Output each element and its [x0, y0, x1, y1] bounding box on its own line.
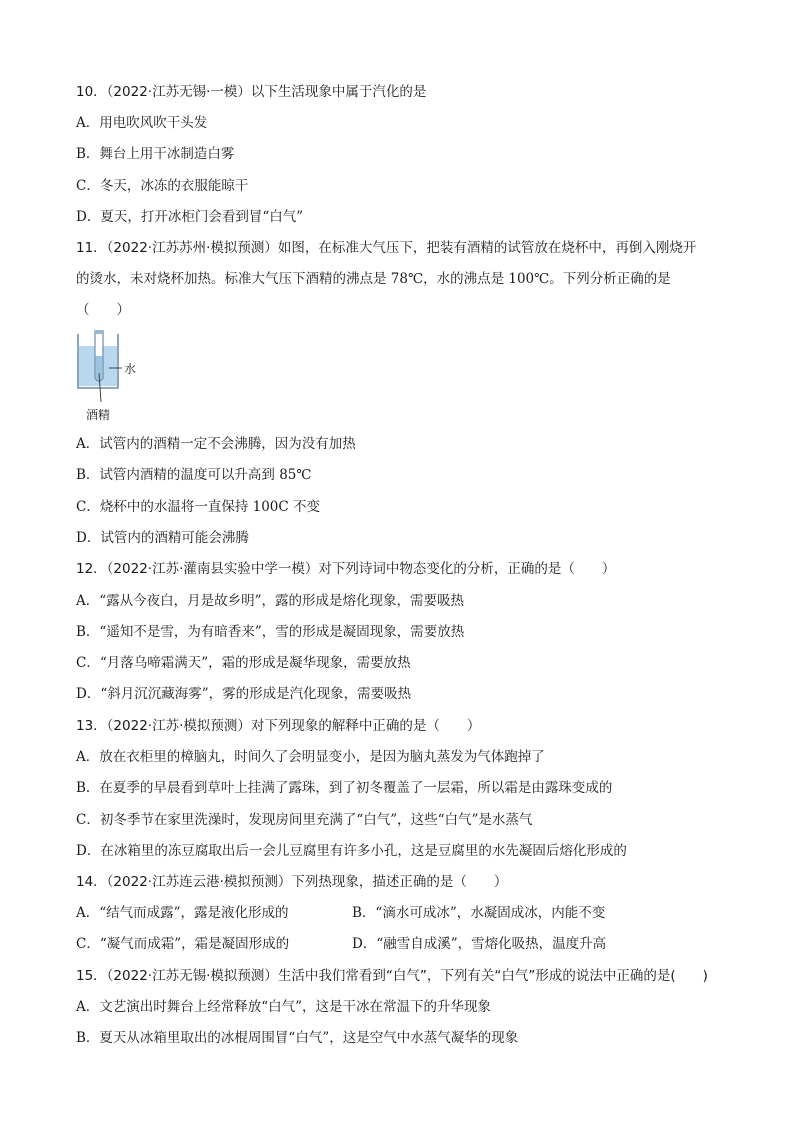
q11-option-b: B．试管内酒精的温度可以升高到 85℃ [76, 467, 312, 483]
q14-option-b: B．“滴水可成冰”，水凝固成冰，内能不变 [352, 905, 606, 921]
q13-stem: 13．（2022·江苏·模拟预测）对下列现象的解释中正确的是（ ） [76, 718, 481, 734]
q11-option-d: D．试管内的酒精可能会沸腾 [76, 530, 249, 546]
alcohol-label: 酒精 [86, 408, 111, 422]
q10-option-a: A．用电吹风吹干头发 [76, 115, 208, 131]
q12-option-d: D．“斜月沉沉藏海雾”，雾的形成是汽化现象，需要吸热 [76, 686, 412, 702]
q11-stem-line3: （ ） [76, 302, 130, 318]
water-label: 水 [124, 362, 137, 376]
q11-stem-line2: 的烫水，未对烧杯加热。标准大气压下酒精的沸点是 78℃，水的沸点是 100℃。下列分析正确的是 [76, 271, 671, 287]
q14-option-d: D．“融雪自成溪”，雪熔化吸热，温度升高 [352, 936, 607, 952]
q13-option-b: B．在夏季的早晨看到草叶上挂满了露珠，到了初冬覆盖了一层霜，所以霜是由露珠变成的 [76, 780, 613, 796]
q14-option-a: A．“结气而成露”，露是液化形成的 [76, 905, 289, 921]
q11-option-a: A．试管内的酒精一定不会沸腾，因为没有加热 [76, 436, 356, 452]
q12-stem: 12．（2022·江苏·灌南县实验中学一模）对下列诗词中物态变化的分析，正确的是（ ） [76, 561, 616, 577]
q14-stem: 14．（2022·江苏连云港·模拟预测）下列热现象，描述正确的是（ ） [76, 874, 508, 890]
q15-option-b: B．夏天从冰箱里取出的冰棍周围冒“白气”，这是空气中水蒸气凝华的现象 [76, 1030, 519, 1046]
q10-stem: 10．（2022·江苏无锡·一模）以下生活现象中属于汽化的是 [76, 84, 427, 100]
q10-option-c: C．冬天，冰冻的衣服能晾干 [76, 178, 249, 194]
q15-option-a: A．文艺演出时舞台上经常释放“白气”，这是干冰在常温下的升华现象 [76, 999, 492, 1015]
q10-option-b: B．舞台上用干冰制造白雾 [76, 146, 235, 162]
q12-option-a: A．“露从今夜白，月是故乡明”，露的形成是熔化现象，需要吸热 [76, 593, 465, 609]
q14-option-c: C．“凝气而成霜”，霜是凝固形成的 [76, 936, 290, 952]
q15-stem: 15．（2022·江苏无锡·模拟预测）生活中我们常看到“白气”，下列有关“白气”形成的说法中正确的是( ) [76, 968, 708, 984]
q12-option-c: C．“月落乌啼霜满天”，霜的形成是凝华现象，需要放热 [76, 655, 411, 671]
q11-option-c: C．烧杯中的水温将一直保持 100C 不变 [76, 499, 321, 515]
q13-option-a: A．放在衣柜里的樟脑丸，时间久了会明显变小，是因为脑丸蒸发为气体跑掉了 [76, 749, 545, 765]
beaker-figure [76, 328, 176, 424]
q12-option-b: B．“遥知不是雪，为有暗香来”，雪的形成是凝固现象，需要放热 [76, 624, 465, 640]
q11-stem-line1: 11．（2022·江苏苏州·模拟预测）如图，在标准大气压下，把装有酒精的试管放在烧杯中，再倒入刚烧开 [76, 240, 697, 256]
q10-option-d: D．夏天，打开冰柜门会看到冒“白气” [76, 209, 304, 225]
q13-option-d: D．在冰箱里的冻豆腐取出后一会儿豆腐里有许多小孔，这是豆腐里的水先凝固后熔化形成的 [76, 843, 627, 859]
q13-option-c: C．初冬季节在家里洗澡时，发现房间里充满了“白气”，这些“白气”是水蒸气 [76, 812, 533, 828]
